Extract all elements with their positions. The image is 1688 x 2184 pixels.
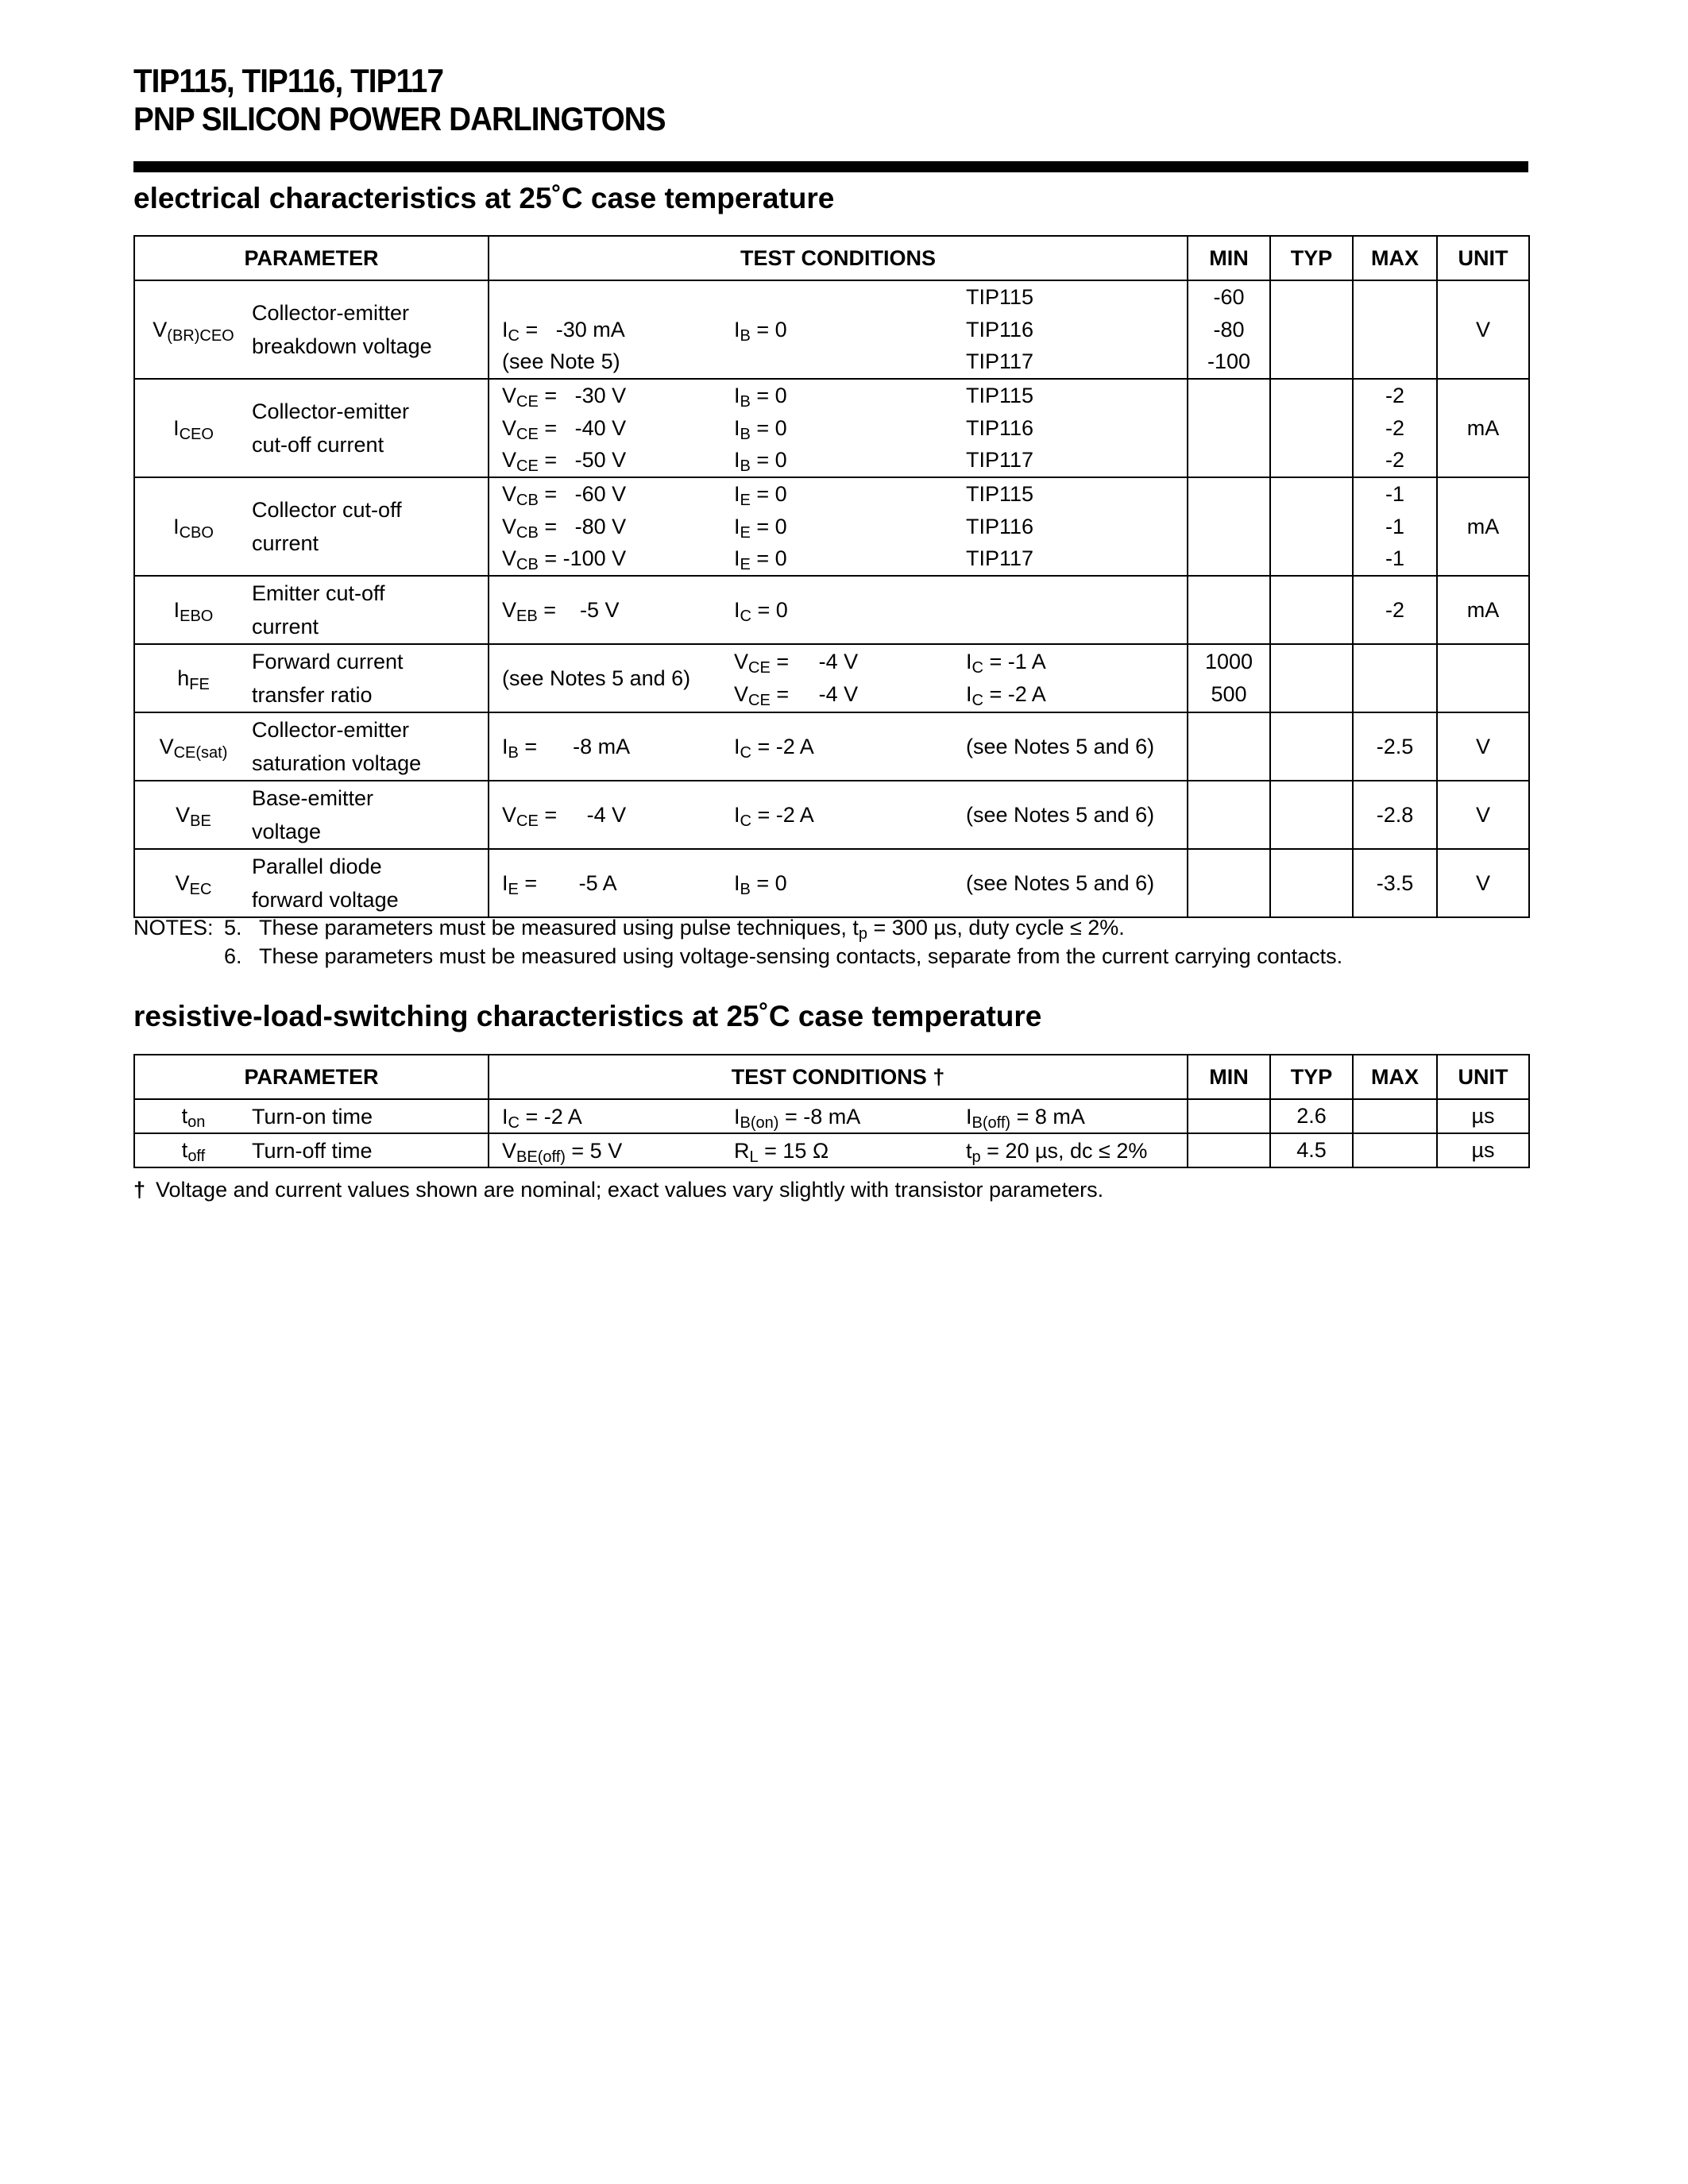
min-value-value [1188,782,1269,847]
parameter-description [252,477,489,576]
description-line: current [252,615,319,639]
condition-3: $I_{B(off)} = 8$ mA [966,1104,1085,1132]
max-value [1353,280,1437,379]
col-header-test-conditions: TEST CONDITIONS [489,236,1188,280]
description-line: Forward current [252,650,404,674]
typ-value-value [1271,444,1352,477]
condition-2: $I_B = 0$ [734,384,787,411]
parameter-symbol: $V_{CE(sat)}$ [134,712,252,781]
unit-value: µs [1437,1133,1529,1167]
parameter-symbol: $V_{(BR)CEO}$ [134,280,252,379]
condition-1: $V_{BE(off)} = 5$ V [502,1138,623,1166]
typ-value-value [1271,281,1352,314]
col-header-parameter: PARAMETER [134,236,489,280]
footnote-text: Voltage and current values shown are nominal; exact values vary slightly with transistor parameters. [156,1178,1104,1202]
test-conditions [489,712,1188,781]
parameter-symbol: $I_{EBO}$ [134,576,252,644]
condition-1: $I_E$ = -5 A [502,871,617,899]
unit-value: mA [1437,576,1529,644]
test-conditions-grid [502,714,1187,779]
condition-1: $V_{CE} = -40$ V [502,415,627,443]
switching-footnote [133,1175,1528,1207]
table-row [134,1133,1529,1167]
max-value-value: -1 [1385,514,1405,538]
description-line: breakdown voltage [252,334,432,358]
condition-1: $I_B$ = -8 mA [502,735,631,762]
min-value-value [1188,542,1269,575]
parameter-symbol: $t_{off}$ [134,1133,252,1167]
condition-3: TIP116 [966,514,1034,538]
min-value-value: -60 [1213,285,1245,310]
test-conditions-grid [502,380,1187,477]
condition-1: $V_{CE}$ = -4 V [734,682,859,710]
min-value [1188,781,1270,849]
typ-value-value [1271,646,1352,678]
max-value-value: -3.5 [1376,871,1414,896]
notes-label: NOTES: [133,916,214,940]
condition-2: $I_B = 0$ [734,415,787,443]
description-line: Parallel diode [252,855,382,879]
description-line: Collector-emitter [252,301,410,325]
min-value-value [1188,380,1269,412]
condition-1: $V_{CE} = -50$ V [502,448,627,476]
parameter-description [252,644,489,712]
col-header-typ: TYP [1270,236,1353,280]
table-row [134,280,1529,379]
test-conditions [489,379,1188,477]
document-title [133,62,666,138]
condition-2: $I_C = -2$ A [966,682,1046,710]
max-value-value [1354,314,1436,346]
unit-value: V [1437,781,1529,849]
unit-value: mA [1437,477,1529,576]
max-value [1353,576,1437,644]
col-header-test-conditions: TEST CONDITIONS † [489,1055,1188,1099]
max-value-value: -2.5 [1376,735,1414,759]
unit-value [1437,644,1529,712]
max-value [1353,712,1437,781]
condition-1: $V_{CE} = -30$ V [502,384,627,411]
description-line: saturation voltage [252,751,422,776]
typ-value-value [1271,678,1352,711]
condition-2: $I_C = -2$ A [734,803,814,831]
note-6-number: 6. [224,944,242,968]
max-value-value: -2 [1385,448,1405,473]
description-line: current [252,531,319,556]
test-conditions-grid [502,1102,1187,1132]
switching-heading: resistive-load-switching characteristics at 25˚C case temperature [133,1000,1042,1032]
max-value-value [1354,281,1436,314]
note-5-number: 5. [224,916,242,940]
condition-2 [734,281,966,314]
description-line: voltage [252,820,322,844]
col-header-min: MIN [1188,1055,1270,1099]
condition-1: (see Note 5) [502,349,620,374]
parameter-symbol: $I_{CEO}$ [134,379,252,477]
parameter-symbol: $I_{CBO}$ [134,477,252,576]
switching-characteristics-table [133,1054,1530,1168]
typ-value-value [1271,412,1352,445]
condition-3: TIP117 [966,349,1034,374]
min-value-value [1188,444,1269,477]
max-value-value: -2 [1385,384,1405,408]
min-value [1188,576,1270,644]
max-value-value: -1 [1385,482,1405,507]
max-value [1353,477,1437,576]
description-line: Base-emitter [252,786,374,811]
table-row [134,712,1529,781]
typ-value-value [1271,380,1352,412]
typ-value [1270,712,1353,781]
condition-2: $I_E = 0$ [734,546,787,574]
parameter-symbol: $h_{FE}$ [134,644,252,712]
max-value [1353,849,1437,917]
condition-1: $V_{CE}$ = -4 V [502,803,627,831]
condition-2: $R_L = 15$ Ω [734,1138,829,1166]
min-value [1188,1099,1270,1133]
table-row [134,849,1529,917]
typ-value-value [1271,511,1352,543]
test-conditions [489,280,1188,379]
max-value-value [1354,345,1436,378]
max-value-value: -2 [1385,598,1405,623]
col-header-min: MIN [1188,236,1270,280]
condition-1: $V_{CE}$ = -4 V [734,650,859,677]
condition-2: $I_E = 0$ [734,514,787,542]
typ-value [1270,477,1353,576]
min-value [1188,379,1270,477]
test-conditions-grid [502,646,1187,711]
max-value [1353,644,1437,712]
test-conditions [489,849,1188,917]
test-conditions-grid [502,577,1187,642]
unit-value: V [1437,712,1529,781]
min-value-value [1188,478,1269,511]
col-header-max: MAX [1353,1055,1437,1099]
test-conditions-grid [502,1136,1187,1166]
notes-block [133,913,1528,977]
condition-1: $V_{CB} = -60$ V [502,482,627,510]
typ-value-value [1271,782,1352,847]
description-line: Collector-emitter [252,399,410,424]
parameter-symbol: $V_{EC}$ [134,849,252,917]
condition-1: $I_C = -2$ A [502,1104,582,1132]
condition-3: $t_p = 20$ µs, dc ≤ 2% [966,1138,1148,1166]
min-value [1188,644,1270,712]
typ-value-value [1271,714,1352,779]
condition-1: $I_C = -30$ mA [502,317,625,345]
min-value-value [1188,714,1269,779]
max-value-value: -2 [1385,415,1405,440]
test-conditions-grid [502,851,1187,916]
condition-2: $I_B = 0$ [734,317,787,345]
min-value-value: 1000 [1204,650,1253,674]
col-header-max: MAX [1353,236,1437,280]
min-value [1188,849,1270,917]
title-line-1: TIP115, TIP116, TIP117 [133,62,444,99]
condition-3: TIP115 [966,482,1034,507]
typ-value: 4.5 [1270,1133,1353,1167]
description-line: Emitter cut-off [252,581,385,606]
description-line: forward voltage [252,888,399,913]
parameter-description: Turn-on time [252,1099,489,1133]
table-row [134,644,1529,712]
note-5-text: These parameters must be measured using pulse techniques, $t_p = 300$ µs, duty cycle ≤ 2%. [259,916,1125,943]
parameter-description: Turn-off time [252,1133,489,1167]
title-rule [133,161,1528,172]
note-6-text: These parameters must be measured using voltage-sensing contacts, separate from the current carrying contacts. [259,944,1343,968]
min-value [1188,477,1270,576]
condition-1 [502,281,734,314]
parameter-description [252,280,489,379]
typ-value [1270,781,1353,849]
max-value-value: -1 [1385,546,1405,571]
max-value-value: -2.8 [1376,803,1414,828]
condition-3: TIP116 [966,317,1034,341]
parameter-description [252,849,489,917]
max-value-value [1354,646,1436,678]
typ-value [1270,576,1353,644]
condition-1: $V_{CB} = -80$ V [502,514,627,542]
condition-2: $I_C = -2$ A [734,735,814,762]
test-conditions [489,644,1188,712]
condition-3: (see Notes 5 and 6) [966,871,1155,896]
condition-3: (see Notes 5 and 6) [966,803,1155,828]
table-row [134,477,1529,576]
typ-value [1270,644,1353,712]
condition-2 [734,345,966,378]
max-value [1353,1099,1437,1133]
unit-value: µs [1437,1099,1529,1133]
typ-value: 2.6 [1270,1099,1353,1133]
parameter-description [252,379,489,477]
condition-2: $I_B = 0$ [734,871,787,899]
unit-value: V [1437,849,1529,917]
condition-3: TIP116 [966,415,1034,440]
table-row [134,1099,1529,1133]
condition-3: TIP117 [966,546,1034,571]
max-value [1353,379,1437,477]
col-header-typ: TYP [1270,1055,1353,1099]
typ-value [1270,849,1353,917]
title-line-2: PNP SILICON POWER DARLINGTONS [133,100,666,137]
min-value-value [1188,511,1269,543]
max-value [1353,1133,1437,1167]
min-value-value [1188,412,1269,445]
parameter-description [252,712,489,781]
max-value-value [1354,678,1436,711]
condition-2: $I_C = -1$ A [966,650,1046,677]
min-value-value [1188,577,1269,642]
parameter-symbol: $V_{BE}$ [134,781,252,849]
table-header-row [134,236,1529,280]
condition-3: (see Notes 5 and 6) [966,735,1155,759]
unit-value: mA [1437,379,1529,477]
min-value [1188,712,1270,781]
condition-2: $I_C = 0$ [734,598,788,626]
typ-value-value [1271,345,1352,378]
max-value [1353,781,1437,849]
typ-value [1270,379,1353,477]
parameter-description [252,576,489,644]
table-header-row [134,1055,1529,1099]
condition-3: (see Notes 5 and 6) [502,666,691,690]
condition-3: TIP117 [966,448,1034,473]
typ-value-value [1271,851,1352,916]
test-conditions [489,1133,1188,1167]
unit-value: V [1437,280,1529,379]
dagger-mark: † [133,1178,146,1202]
table-row [134,576,1529,644]
typ-value-value [1271,542,1352,575]
min-value-value: -80 [1213,317,1245,341]
parameter-symbol: $t_{on}$ [134,1099,252,1133]
condition-3 [966,577,1188,642]
condition-1: $V_{CB} = -100$ V [502,546,627,574]
test-conditions [489,576,1188,644]
min-value [1188,1133,1270,1167]
table-row [134,379,1529,477]
description-line: transfer ratio [252,683,373,708]
description-line: Collector-emitter [252,718,410,743]
min-value-value: 500 [1211,682,1247,707]
condition-2: $I_{B(on)} = -8$ mA [734,1104,861,1132]
col-header-parameter: PARAMETER [134,1055,489,1099]
test-conditions [489,477,1188,576]
test-conditions-grid [502,281,1187,378]
electrical-heading: electrical characteristics at 25˚C case temperature [133,182,835,214]
condition-3: TIP115 [966,285,1034,309]
typ-value-value [1271,577,1352,642]
test-conditions [489,781,1188,849]
description-line: Collector cut-off [252,498,402,523]
col-header-unit: UNIT [1437,236,1529,280]
electrical-characteristics-table [133,235,1530,918]
col-header-unit: UNIT [1437,1055,1529,1099]
condition-2: $I_B = 0$ [734,448,787,476]
typ-value-value [1271,314,1352,346]
test-conditions [489,1099,1188,1133]
condition-2: $I_E = 0$ [734,482,787,510]
min-value-value: -100 [1207,349,1251,374]
typ-value-value [1271,478,1352,511]
min-value-value [1188,851,1269,916]
test-conditions-grid [502,782,1187,847]
min-value [1188,280,1270,379]
description-line: cut-off current [252,433,384,457]
condition-1: $V_{EB}$ = -5 V [502,598,620,626]
typ-value [1270,280,1353,379]
parameter-description [252,781,489,849]
condition-3: TIP115 [966,384,1034,408]
table-row [134,781,1529,849]
test-conditions-grid [502,478,1187,575]
